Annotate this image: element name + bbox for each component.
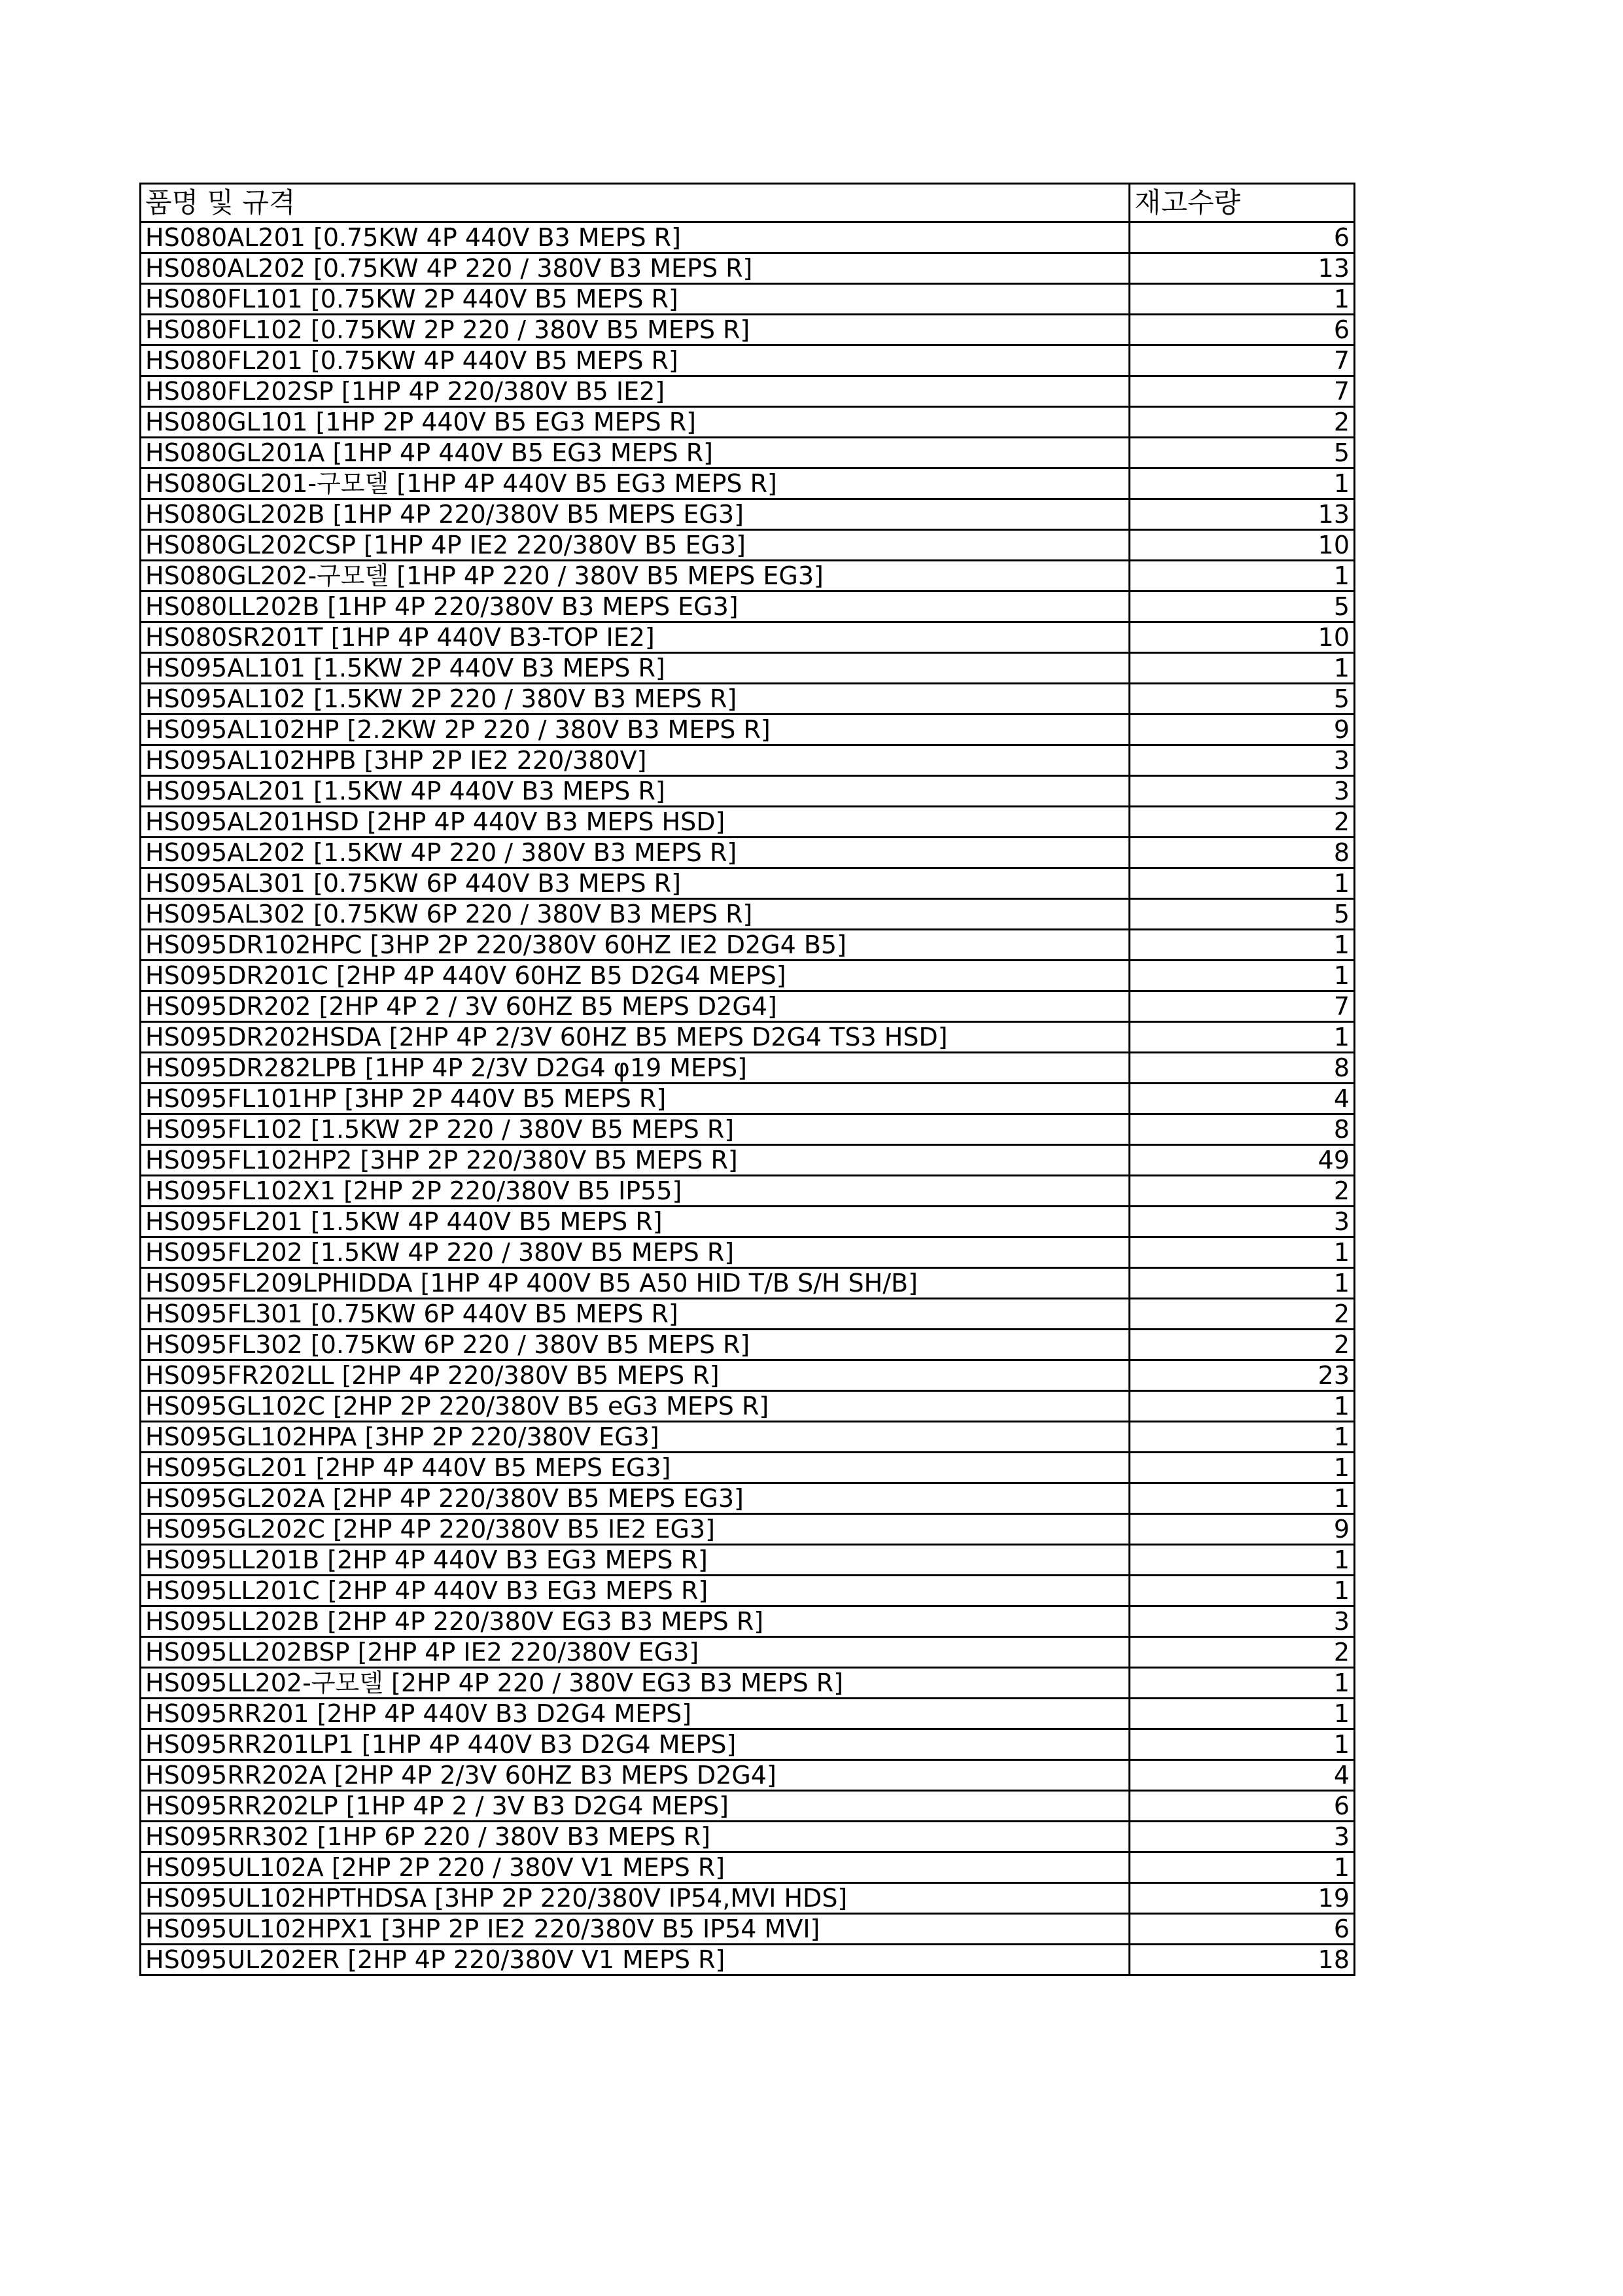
table-row: [141, 1268, 1355, 1299]
item-name-cell: HS080FL201 [0.75KW 4P 440V B5 MEPS R]: [141, 345, 1130, 376]
table-row: [141, 961, 1355, 991]
stock-quantity-cell: 1: [1130, 1699, 1355, 1729]
table-row: [141, 1022, 1355, 1053]
stock-quantity-cell: 1: [1130, 1852, 1355, 1883]
stock-quantity-cell: 5: [1130, 684, 1355, 715]
header-stock-quantity: 재고수량: [1130, 184, 1355, 222]
table-row: [141, 1207, 1355, 1237]
stock-quantity-cell: 1: [1130, 1453, 1355, 1483]
stock-quantity-cell: 3: [1130, 776, 1355, 807]
item-name-cell: HS095DR282LPB [1HP 4P 2/3V D2G4 φ19 MEPS]: [141, 1053, 1130, 1084]
stock-quantity-cell: 1: [1130, 1391, 1355, 1422]
stock-quantity-cell: 8: [1130, 1114, 1355, 1145]
stock-quantity-cell: 1: [1130, 1022, 1355, 1053]
table-row: [141, 653, 1355, 684]
table-row: [141, 1760, 1355, 1791]
stock-quantity-cell: 1: [1130, 1268, 1355, 1299]
item-name-cell: HS095UL102HPTHDSA [3HP 2P 220/380V IP54,MVI HDS]: [141, 1883, 1130, 1914]
table-row: [141, 1053, 1355, 1084]
item-name-cell: HS095DR202HSDA [2HP 4P 2/3V 60HZ B5 MEPS D2G4 TS3 HSD]: [141, 1022, 1130, 1053]
header-item-name-spec: 품명 및 규격: [141, 184, 1130, 222]
table-row: [141, 1422, 1355, 1453]
table-row: [141, 1145, 1355, 1176]
table-row: [141, 1668, 1355, 1699]
item-name-cell: HS095AL102HPB [3HP 2P IE2 220/380V]: [141, 745, 1130, 776]
stock-quantity-cell: 7: [1130, 345, 1355, 376]
table-row: [141, 1330, 1355, 1360]
table-row: [141, 1391, 1355, 1422]
stock-quantity-cell: 2: [1130, 1299, 1355, 1330]
stock-quantity-cell: 2: [1130, 1330, 1355, 1360]
stock-quantity-cell: 18: [1130, 1945, 1355, 1975]
item-name-cell: HS095LL201C [2HP 4P 440V B3 EG3 MEPS R]: [141, 1576, 1130, 1606]
table-row: [141, 1453, 1355, 1483]
item-name-cell: HS095AL302 [0.75KW 6P 220 / 380V B3 MEPS R]: [141, 899, 1130, 930]
table-row: [141, 1114, 1355, 1145]
table-row: [141, 1606, 1355, 1637]
item-name-cell: HS080AL202 [0.75KW 4P 220 / 380V B3 MEPS R]: [141, 253, 1130, 284]
item-name-cell: HS095RR201 [2HP 4P 440V B3 D2G4 MEPS]: [141, 1699, 1130, 1729]
item-name-cell: HS080FL102 [0.75KW 2P 220 / 380V B5 MEPS R]: [141, 315, 1130, 345]
stock-quantity-cell: 6: [1130, 315, 1355, 345]
stock-quantity-cell: 8: [1130, 1053, 1355, 1084]
stock-quantity-cell: 3: [1130, 1207, 1355, 1237]
table-row: [141, 1729, 1355, 1760]
item-name-cell: HS095FL102X1 [2HP 2P 220/380V B5 IP55]: [141, 1176, 1130, 1207]
table-row: [141, 1483, 1355, 1514]
item-name-cell: HS095FL202 [1.5KW 4P 220 / 380V B5 MEPS R]: [141, 1237, 1130, 1268]
item-name-cell: HS095LL202-구모델 [2HP 4P 220 / 380V EG3 B3 MEPS R]: [141, 1668, 1130, 1699]
table-row: [141, 530, 1355, 561]
stock-quantity-cell: 7: [1130, 376, 1355, 407]
stock-quantity-cell: 1: [1130, 868, 1355, 899]
table-row: [141, 1084, 1355, 1114]
stock-quantity-cell: 13: [1130, 499, 1355, 530]
item-name-cell: HS080GL201-구모델 [1HP 4P 440V B5 EG3 MEPS R]: [141, 468, 1130, 499]
stock-quantity-cell: 1: [1130, 930, 1355, 961]
inventory-table-body: [141, 184, 1355, 1975]
stock-quantity-cell: 2: [1130, 407, 1355, 438]
stock-quantity-cell: 2: [1130, 807, 1355, 838]
item-name-cell: HS095DR202 [2HP 4P 2 / 3V 60HZ B5 MEPS D2G4]: [141, 991, 1130, 1022]
item-name-cell: HS095DR201C [2HP 4P 440V 60HZ B5 D2G4 MEPS]: [141, 961, 1130, 991]
item-name-cell: HS095GL102C [2HP 2P 220/380V B5 eG3 MEPS R]: [141, 1391, 1130, 1422]
item-name-cell: HS095FL101HP [3HP 2P 440V B5 MEPS R]: [141, 1084, 1130, 1114]
item-name-cell: HS095AL202 [1.5KW 4P 220 / 380V B3 MEPS R]: [141, 838, 1130, 868]
stock-quantity-cell: 1: [1130, 468, 1355, 499]
stock-quantity-cell: 23: [1130, 1360, 1355, 1391]
stock-quantity-cell: 1: [1130, 653, 1355, 684]
item-name-cell: HS080LL202B [1HP 4P 220/380V B3 MEPS EG3]: [141, 592, 1130, 622]
item-name-cell: HS095AL101 [1.5KW 2P 440V B3 MEPS R]: [141, 653, 1130, 684]
stock-quantity-cell: 49: [1130, 1145, 1355, 1176]
item-name-cell: HS095UL102HPX1 [3HP 2P IE2 220/380V B5 IP54 MVI]: [141, 1914, 1130, 1945]
stock-quantity-cell: 4: [1130, 1760, 1355, 1791]
inventory-table: [139, 183, 1355, 1976]
stock-quantity-cell: 1: [1130, 1483, 1355, 1514]
item-name-cell: HS095FL102HP2 [3HP 2P 220/380V B5 MEPS R]: [141, 1145, 1130, 1176]
table-row: [141, 991, 1355, 1022]
table-row: [141, 499, 1355, 530]
table-row: [141, 622, 1355, 653]
stock-quantity-cell: 6: [1130, 222, 1355, 253]
item-name-cell: HS095LL201B [2HP 4P 440V B3 EG3 MEPS R]: [141, 1545, 1130, 1576]
item-name-cell: HS095FL302 [0.75KW 6P 220 / 380V B5 MEPS R]: [141, 1330, 1130, 1360]
table-row: [141, 1883, 1355, 1914]
table-row: [141, 1637, 1355, 1668]
table-row: [141, 253, 1355, 284]
item-name-cell: HS095FR202LL [2HP 4P 220/380V B5 MEPS R]: [141, 1360, 1130, 1391]
item-name-cell: HS095DR102HPC [3HP 2P 220/380V 60HZ IE2 D2G4 B5]: [141, 930, 1130, 961]
stock-quantity-cell: 5: [1130, 899, 1355, 930]
stock-quantity-cell: 2: [1130, 1637, 1355, 1668]
table-row: [141, 1791, 1355, 1822]
table-row: [141, 868, 1355, 899]
stock-quantity-cell: 1: [1130, 1668, 1355, 1699]
item-name-cell: HS080GL201A [1HP 4P 440V B5 EG3 MEPS R]: [141, 438, 1130, 468]
item-name-cell: HS095FL209LPHIDDA [1HP 4P 400V B5 A50 HID T/B S/H SH/B]: [141, 1268, 1130, 1299]
table-row: [141, 1514, 1355, 1545]
stock-quantity-cell: 3: [1130, 1606, 1355, 1637]
item-name-cell: HS080GL202B [1HP 4P 220/380V B5 MEPS EG3]: [141, 499, 1130, 530]
stock-quantity-cell: 13: [1130, 253, 1355, 284]
item-name-cell: HS080GL202-구모델 [1HP 4P 220 / 380V B5 MEPS EG3]: [141, 561, 1130, 592]
item-name-cell: HS095AL102 [1.5KW 2P 220 / 380V B3 MEPS R]: [141, 684, 1130, 715]
table-row: [141, 745, 1355, 776]
table-row: [141, 1822, 1355, 1852]
stock-quantity-cell: 8: [1130, 838, 1355, 868]
stock-quantity-cell: 6: [1130, 1914, 1355, 1945]
item-name-cell: HS080FL202SP [1HP 4P 220/380V B5 IE2]: [141, 376, 1130, 407]
table-row: [141, 345, 1355, 376]
stock-quantity-cell: 1: [1130, 1237, 1355, 1268]
item-name-cell: HS095RR202A [2HP 4P 2/3V 60HZ B3 MEPS D2G4]: [141, 1760, 1130, 1791]
stock-quantity-cell: 19: [1130, 1883, 1355, 1914]
stock-quantity-cell: 7: [1130, 991, 1355, 1022]
item-name-cell: HS080SR201T [1HP 4P 440V B3-TOP IE2]: [141, 622, 1130, 653]
item-name-cell: HS095AL201HSD [2HP 4P 440V B3 MEPS HSD]: [141, 807, 1130, 838]
table-row: [141, 1576, 1355, 1606]
item-name-cell: HS095AL102HP [2.2KW 2P 220 / 380V B3 MEPS R]: [141, 715, 1130, 745]
table-row: [141, 1545, 1355, 1576]
stock-quantity-cell: 1: [1130, 1422, 1355, 1453]
table-row: [141, 899, 1355, 930]
stock-quantity-cell: 10: [1130, 530, 1355, 561]
item-name-cell: HS095FL201 [1.5KW 4P 440V B5 MEPS R]: [141, 1207, 1130, 1237]
table-row: [141, 1176, 1355, 1207]
stock-quantity-cell: 5: [1130, 592, 1355, 622]
table-row: [141, 438, 1355, 468]
item-name-cell: HS095AL201 [1.5KW 4P 440V B3 MEPS R]: [141, 776, 1130, 807]
stock-quantity-cell: 1: [1130, 1729, 1355, 1760]
stock-quantity-cell: 4: [1130, 1084, 1355, 1114]
item-name-cell: HS095UL202ER [2HP 4P 220/380V V1 MEPS R]: [141, 1945, 1130, 1975]
stock-quantity-cell: 1: [1130, 1545, 1355, 1576]
item-name-cell: HS080FL101 [0.75KW 2P 440V B5 MEPS R]: [141, 284, 1130, 315]
item-name-cell: HS080GL202CSP [1HP 4P IE2 220/380V B5 EG3]: [141, 530, 1130, 561]
table-row: [141, 1945, 1355, 1975]
table-row: [141, 838, 1355, 868]
table-row: [141, 715, 1355, 745]
item-name-cell: HS095RR201LP1 [1HP 4P 440V B3 D2G4 MEPS]: [141, 1729, 1130, 1760]
table-row: [141, 284, 1355, 315]
item-name-cell: HS095RR202LP [1HP 4P 2 / 3V B3 D2G4 MEPS]: [141, 1791, 1130, 1822]
item-name-cell: HS095GL202A [2HP 4P 220/380V B5 MEPS EG3]: [141, 1483, 1130, 1514]
table-row: [141, 776, 1355, 807]
item-name-cell: HS095FL102 [1.5KW 2P 220 / 380V B5 MEPS R]: [141, 1114, 1130, 1145]
table-row: [141, 684, 1355, 715]
table-row: [141, 376, 1355, 407]
table-row: [141, 592, 1355, 622]
table-row: [141, 468, 1355, 499]
item-name-cell: HS080AL201 [0.75KW 4P 440V B3 MEPS R]: [141, 222, 1130, 253]
table-row: [141, 315, 1355, 345]
item-name-cell: HS095RR302 [1HP 6P 220 / 380V B3 MEPS R]: [141, 1822, 1130, 1852]
item-name-cell: HS095GL202C [2HP 4P 220/380V B5 IE2 EG3]: [141, 1514, 1130, 1545]
stock-quantity-cell: 3: [1130, 745, 1355, 776]
stock-quantity-cell: 10: [1130, 622, 1355, 653]
item-name-cell: HS095GL201 [2HP 4P 440V B5 MEPS EG3]: [141, 1453, 1130, 1483]
table-row: [141, 1360, 1355, 1391]
item-name-cell: HS080GL101 [1HP 2P 440V B5 EG3 MEPS R]: [141, 407, 1130, 438]
item-name-cell: HS095LL202B [2HP 4P 220/380V EG3 B3 MEPS R]: [141, 1606, 1130, 1637]
item-name-cell: HS095AL301 [0.75KW 6P 440V B3 MEPS R]: [141, 868, 1130, 899]
stock-quantity-cell: 1: [1130, 561, 1355, 592]
item-name-cell: HS095UL102A [2HP 2P 220 / 380V V1 MEPS R]: [141, 1852, 1130, 1883]
header-row: [141, 184, 1355, 222]
table-row: [141, 930, 1355, 961]
table-row: [141, 1852, 1355, 1883]
item-name-cell: HS095GL102HPA [3HP 2P 220/380V EG3]: [141, 1422, 1130, 1453]
stock-quantity-cell: 1: [1130, 1576, 1355, 1606]
stock-quantity-cell: 9: [1130, 715, 1355, 745]
stock-quantity-cell: 3: [1130, 1822, 1355, 1852]
table-row: [141, 1699, 1355, 1729]
table-row: [141, 407, 1355, 438]
table-row: [141, 807, 1355, 838]
stock-quantity-cell: 5: [1130, 438, 1355, 468]
table-row: [141, 561, 1355, 592]
stock-quantity-cell: 1: [1130, 284, 1355, 315]
table-row: [141, 222, 1355, 253]
table-row: [141, 1299, 1355, 1330]
stock-quantity-cell: 6: [1130, 1791, 1355, 1822]
item-name-cell: HS095FL301 [0.75KW 6P 440V B5 MEPS R]: [141, 1299, 1130, 1330]
stock-quantity-cell: 9: [1130, 1514, 1355, 1545]
table-row: [141, 1237, 1355, 1268]
stock-quantity-cell: 1: [1130, 961, 1355, 991]
stock-quantity-cell: 2: [1130, 1176, 1355, 1207]
item-name-cell: HS095LL202BSP [2HP 4P IE2 220/380V EG3]: [141, 1637, 1130, 1668]
table-row: [141, 1914, 1355, 1945]
